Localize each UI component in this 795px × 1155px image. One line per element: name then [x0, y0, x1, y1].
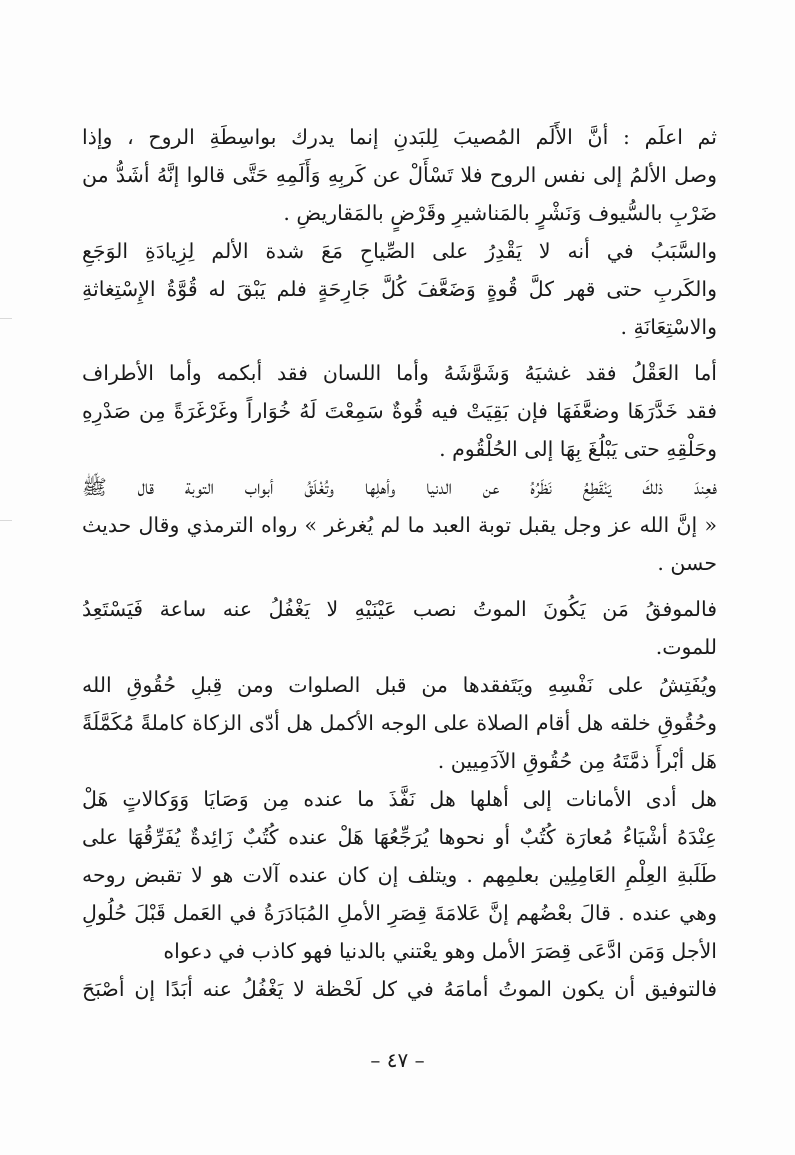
text-line: وهي عنده . قالَ بعْضُهم إنَّ عَلامَةَ قِصَرِ الأملِ المُبَادَرَةُ في العَمل قَبْلَ حُلُولِ [82, 901, 717, 925]
text-line: هل أدى الأمانات إلى أهلها هل نَفَّذَ ما عنده مِن وَصَايَا وَوَكالاتٍ هَلْ [82, 787, 717, 811]
page-number: – ٤٧ – [370, 1048, 425, 1072]
text-line: « إنَّ الله عز وجل يقبل توبة العبد ما لم يُغرغر » رواه الترمذي وقال حديث [82, 513, 717, 537]
margin-tick [0, 318, 12, 319]
text-line: طَلَبةِ العِلْمِ العَامِلِين بعلمِهم . ويتلف إن كان عنده آلات هو لا تقبض روحه [82, 863, 717, 887]
paragraph [82, 666, 717, 780]
body-text [82, 118, 717, 1008]
paragraph [82, 970, 717, 1008]
paragraph [82, 590, 717, 666]
text-line: ويُفَتِشُ على نَفْسِهِ ويَتَفقدها من قبل الصلوات ومن قِبلِ حُقُوقِ الله [82, 673, 717, 697]
text-line: والكَربِ حتى قهر كلَّ قُوةٍ وَضَعَّفَ كُلَّ جَارِحَةٍ فلم يَبْقَ له قُوَّةُ الإِسْتِغاثةِ [82, 277, 717, 301]
text-line: فقد خَدَّرَهَا وضعَّفَهَا فإن بَقِيَتْ فيه قُوةٌ سَمِعْتَ لَهُ خُوَاراً وغَرْغَرَةً مِن صَدْرِهِ [82, 399, 717, 423]
text-line: ثم اعلَم : أنَّ الأَلَم المُصيبَ لِلبَدنِ إنما يدرك بواسِطَةِ الروح ، وإذا [82, 125, 717, 149]
text-line: أما العَقْلُ فقد غشيَهُ وَشَوَّشَهُ وأما اللسان فقد أبكمه وأما الأطراف [82, 361, 717, 385]
text-line: فالموفقُ مَن يَكُونَ الموتُ نصب عَيْنَيْهِ لا يَغْفُلُ عنه ساعة فَيَسْتَعِدُ [82, 597, 717, 621]
paragraph-gap [82, 582, 717, 590]
text-line: ضَرْبِ بالسُّيوف وَنَشْرٍ بالمَناشيرِ وقَرْضٍ بالمَقاريضِ . [283, 201, 717, 225]
paragraph [82, 780, 717, 970]
paragraph [82, 118, 717, 232]
text-line: الأجل وَمَن ادَّعَى قِصَرَ الأمل وهو يعْتني بالدنيا فهو كاذب في دعواه [163, 939, 717, 963]
text-line: فعِندَ ذلكَ يَنْقَطِعُ نَظَرُهُ عن الدنيا وأهلِها وتُغْلَقُ أبواب التوبة قال ﷺ [82, 475, 717, 499]
text-line: للموت. [655, 635, 717, 659]
paragraph [82, 468, 717, 582]
paragraph [82, 354, 717, 468]
text-line: وحُقُوقِ خلقه هل أقام الصلاة على الوجه الأكمل هل أدّى الزكاة كاملةً مُكَمَّلَةً [82, 711, 717, 735]
text-line: فالتوفيق أن يكون الموتُ أمامَهُ في كل لَحْظة لا يَغْفُلُ عنه أبَدًا إن أصْبَحَ [82, 977, 717, 1001]
text-line: حسن . [657, 551, 717, 575]
text-line: عِنْدَهُ أشْيَاءُ مُعارَة كُتُبٌ أو نحوها يُرَجِّعُهَا هَلْ عنده كُتُبٌ زَائِدةٌ يُفَرِّقُهَا على [82, 825, 717, 849]
text-line: والسَّبَبُ في أنه لا يَقْدِرُ على الصِّياحِ مَعَ شدة الألم لِزِيادَةِ الوَجَعِ [82, 239, 717, 263]
paragraph-gap [82, 346, 717, 354]
margin-tick [0, 520, 12, 521]
text-line: وصل الألمُ إلى نفس الروح فلا تَسْأَلْ عن كَربِهِ وَأَلَمِهِ حَتَّى قالوا إنَّهُ أشَدُّ من [82, 163, 717, 187]
text-line: هَل أبْرأَ ذمَّتَهُ مِن حُقُوقِ الآدَمِيين . [437, 749, 717, 773]
paragraph [82, 232, 717, 346]
text-line: والاسْتِعَانَةِ . [620, 315, 717, 339]
text-line: وحَلْقِهِ حتى يَبْلُغَ بِهَا إلى الحُلْقُوم . [439, 437, 717, 461]
